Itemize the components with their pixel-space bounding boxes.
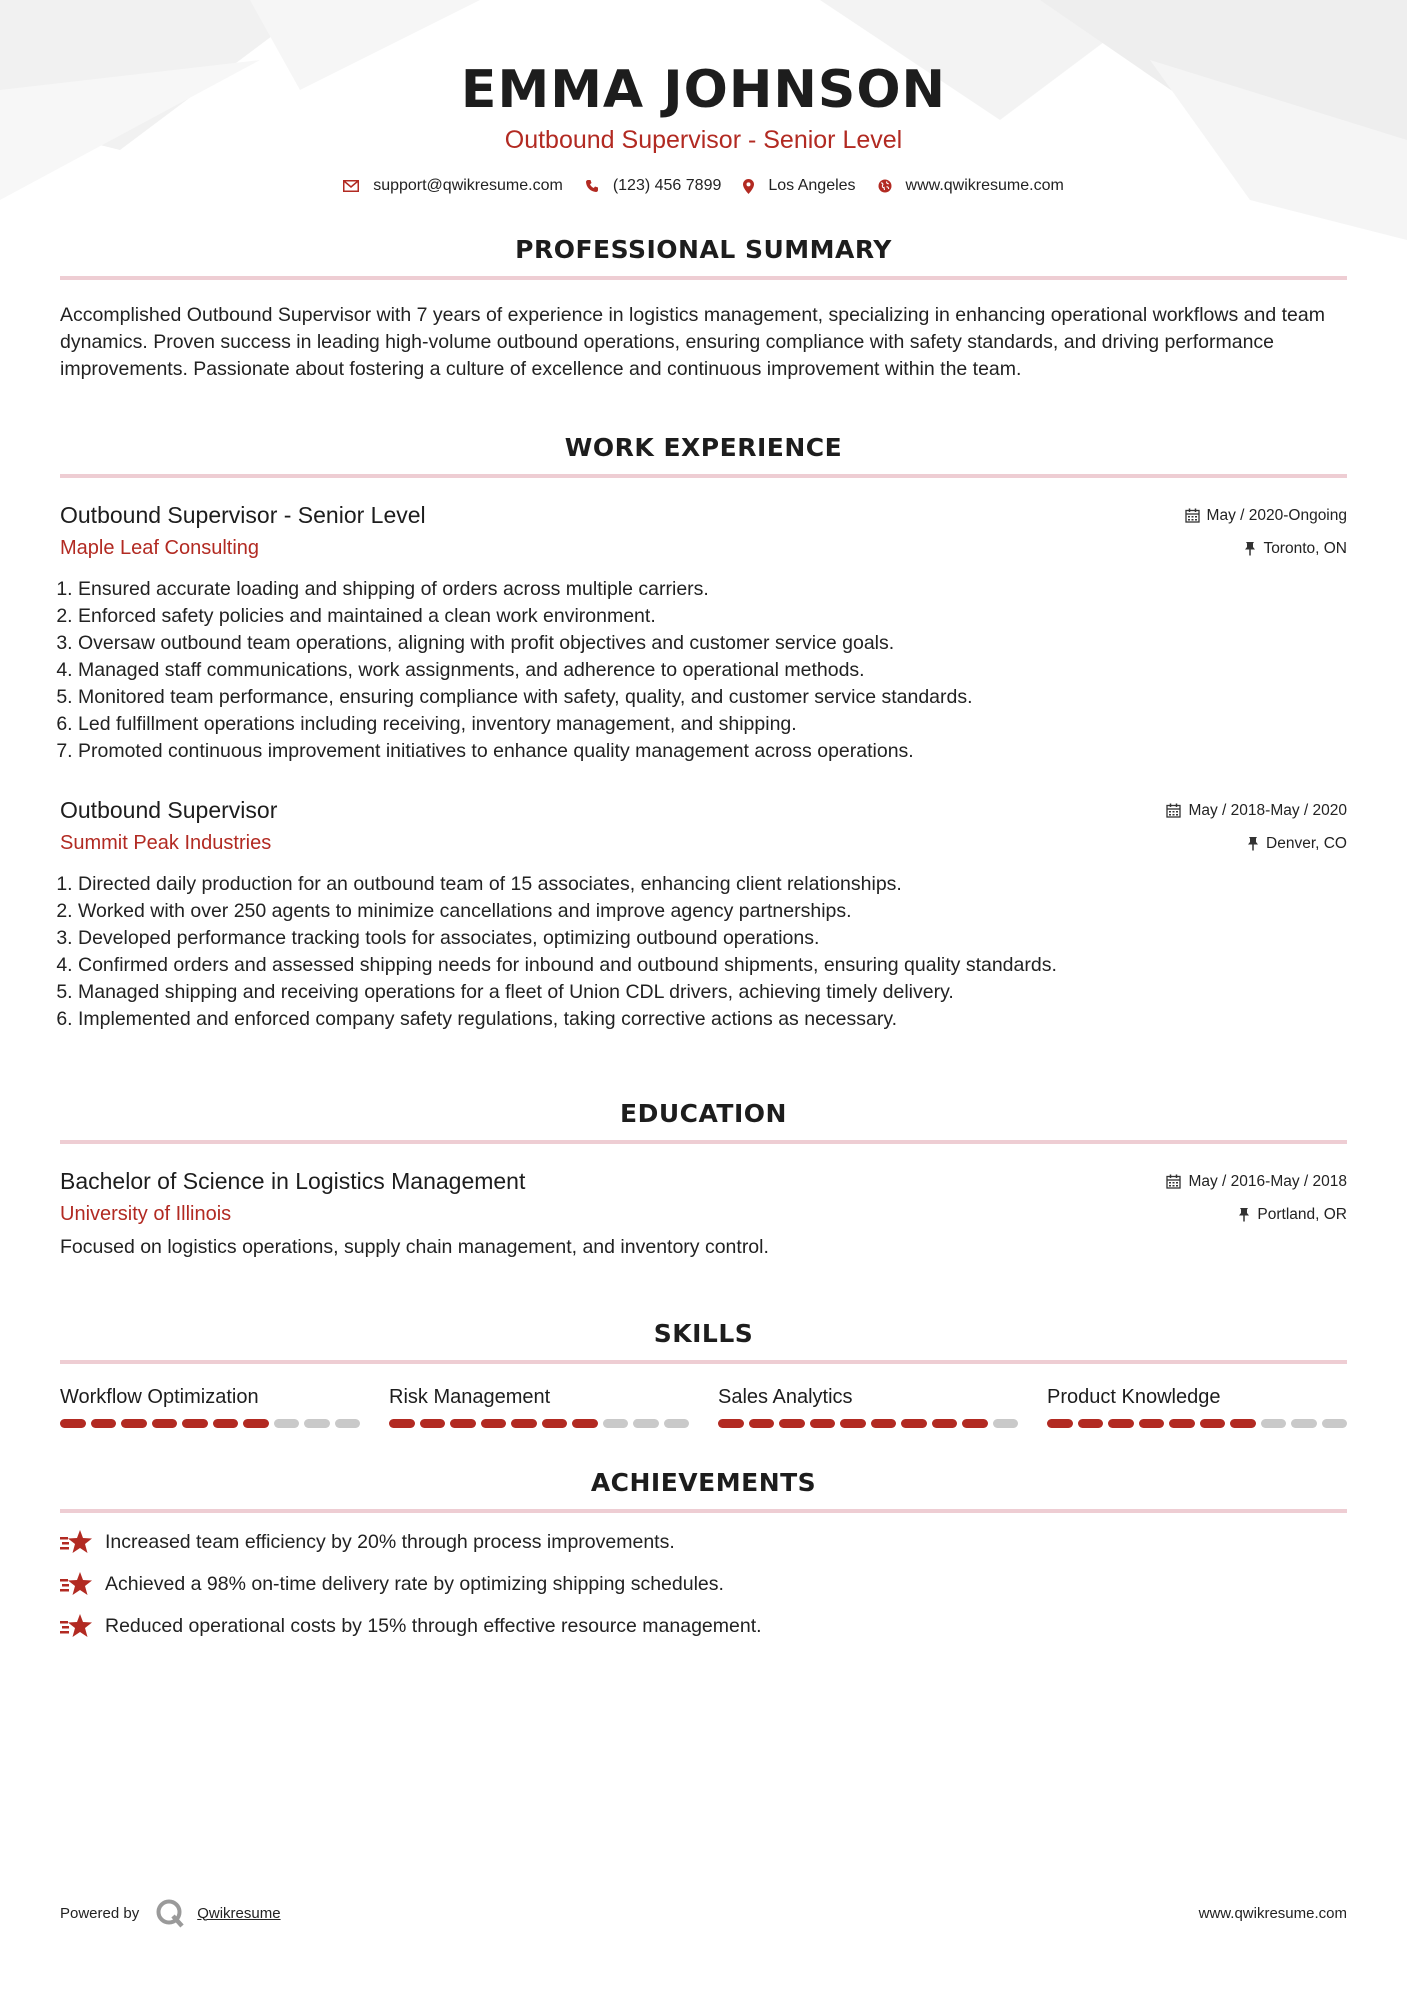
skill-dot-filled xyxy=(871,1419,897,1428)
summary-section xyxy=(60,235,1347,383)
list-item: 2. Worked with over 250 agents to minimize cancellations and improve agency partnerships. xyxy=(78,898,1347,925)
list-item: 6. Implemented and enforced company safety regulations, taking corrective actions as necessary. xyxy=(78,1006,1347,1033)
skill-dot-filled xyxy=(542,1419,568,1428)
summary-text: Accomplished Outbound Supervisor with 7 years of experience in logistics management, specializing in enhancing operational workflows and team dynamics. Proven success in leading high-volume outbound operations, ensuring compliance with safety standards, and driving performance improvements. Passionate about fostering a culture of excellence and continuous improvement within the team. xyxy=(60,304,1325,380)
section-title-achievements: ACHIEVEMENTS xyxy=(60,1468,1347,1513)
list-item: 3. Developed performance tracking tools for associates, optimizing outbound operations. xyxy=(78,925,1347,952)
skill-dot-filled xyxy=(182,1419,208,1428)
globe-icon xyxy=(878,179,892,193)
job-responsibilities xyxy=(60,576,1347,765)
calendar-icon xyxy=(1166,1174,1181,1189)
contact-website[interactable] xyxy=(878,177,1064,195)
skill-dot-filled xyxy=(810,1419,836,1428)
skill-item xyxy=(1047,1386,1347,1428)
skill-dot-filled xyxy=(718,1419,744,1428)
skill-dot-filled xyxy=(91,1419,117,1428)
list-item: 2. Enforced safety policies and maintained a clean work environment. xyxy=(78,603,1347,630)
job-company: Summit Peak Industries xyxy=(60,832,272,854)
list-item: 3. Oversaw outbound team operations, aligning with profit objectives and customer service goals. xyxy=(78,630,1347,657)
education-location: Portland, OR xyxy=(1238,1206,1347,1224)
list-item: 1. Directed daily production for an outbound team of 15 associates, enhancing client relationships. xyxy=(78,871,1347,898)
skill-dot-filled xyxy=(1047,1419,1073,1428)
skill-dot-filled xyxy=(152,1419,178,1428)
list-item: 7. Promoted continuous improvement initiatives to enhance quality management across operations. xyxy=(78,738,1347,765)
job-responsibilities xyxy=(60,871,1347,1033)
powered-by-label: Powered by xyxy=(60,1904,140,1922)
education-description: Focused on logistics operations, supply chain management, and inventory control. xyxy=(60,1236,769,1258)
skill-dot-empty xyxy=(1322,1419,1348,1428)
job-dates: May / 2020-Ongoing xyxy=(1185,507,1347,525)
skill-dot-filled xyxy=(901,1419,927,1428)
resume-header xyxy=(60,0,1347,195)
job-title: Outbound Supervisor - Senior Level xyxy=(60,502,426,528)
list-item: 1. Ensured accurate loading and shipping of orders across multiple carriers. xyxy=(78,576,1347,603)
pushpin-icon xyxy=(1238,1207,1250,1222)
section-title-skills: SKILLS xyxy=(60,1319,1347,1364)
calendar-icon xyxy=(1166,803,1181,818)
job-location: Toronto, ON xyxy=(1244,540,1347,558)
school-name: University of Illinois xyxy=(60,1203,232,1225)
skill-dot-filled xyxy=(121,1419,147,1428)
skill-dot-filled xyxy=(779,1419,805,1428)
location-text: Los Angeles xyxy=(768,177,856,194)
job-entry xyxy=(60,502,1347,765)
list-item: 5. Managed shipping and receiving operations for a fleet of Union CDL drivers, achieving timely delivery. xyxy=(78,979,1347,1006)
skill-dot-filled xyxy=(511,1419,537,1428)
skill-dot-empty xyxy=(633,1419,659,1428)
experience-section xyxy=(60,433,1347,1033)
contact-phone[interactable] xyxy=(585,177,722,195)
skills-list xyxy=(60,1386,1347,1428)
skill-dot-filled xyxy=(450,1419,476,1428)
contact-email[interactable] xyxy=(343,177,563,195)
skill-rating xyxy=(1047,1419,1347,1428)
skill-dot-empty xyxy=(304,1419,330,1428)
skill-dot-filled xyxy=(1200,1419,1226,1428)
pushpin-icon xyxy=(1247,836,1259,851)
skill-dot-filled xyxy=(481,1419,507,1428)
education-dates: May / 2016-May / 2018 xyxy=(1166,1173,1347,1191)
footer-website[interactable]: www.qwikresume.com xyxy=(1198,1904,1347,1922)
skill-dot-empty xyxy=(993,1419,1019,1428)
skill-dot-filled xyxy=(1108,1419,1134,1428)
skill-dot-filled xyxy=(749,1419,775,1428)
contact-bar xyxy=(60,177,1347,195)
skill-dot-empty xyxy=(274,1419,300,1428)
skill-rating xyxy=(718,1419,1018,1428)
education-section xyxy=(60,1099,1347,1259)
skill-dot-filled xyxy=(932,1419,958,1428)
skill-dot-filled xyxy=(1230,1419,1256,1428)
contact-location xyxy=(743,177,855,195)
skill-dot-empty xyxy=(1291,1419,1317,1428)
list-item: 4. Managed staff communications, work assignments, and adherence to operational methods. xyxy=(78,657,1347,684)
skill-name: Sales Analytics xyxy=(718,1386,853,1408)
pushpin-icon xyxy=(1244,541,1256,556)
skill-item xyxy=(60,1386,360,1428)
skill-dot-filled xyxy=(243,1419,269,1428)
skill-item xyxy=(718,1386,1018,1428)
skill-item xyxy=(389,1386,689,1428)
skill-dot-filled xyxy=(1139,1419,1165,1428)
skill-dot-filled xyxy=(962,1419,988,1428)
achievement-item: Increased team efficiency by 20% through process improvements. xyxy=(60,1529,1347,1555)
job-location: Denver, CO xyxy=(1247,835,1347,853)
skill-dot-empty xyxy=(335,1419,361,1428)
skill-name: Workflow Optimization xyxy=(60,1386,259,1408)
skill-dot-empty xyxy=(1261,1419,1287,1428)
section-title-summary: PROFESSIONAL SUMMARY xyxy=(60,235,1347,280)
skill-name: Risk Management xyxy=(389,1386,551,1408)
email-text: support@qwikresume.com xyxy=(373,177,563,194)
map-pin-icon xyxy=(743,179,754,194)
envelope-icon xyxy=(343,180,359,192)
calendar-icon xyxy=(1185,508,1200,523)
job-company: Maple Leaf Consulting xyxy=(60,537,260,559)
phone-text: (123) 456 7899 xyxy=(612,177,722,194)
degree-title: Bachelor of Science in Logistics Management xyxy=(60,1168,526,1194)
list-item: 4. Confirmed orders and assessed shipping needs for inbound and outbound shipments, ensuring quality standards. xyxy=(78,952,1347,979)
candidate-name: EMMA JOHNSON xyxy=(460,60,947,120)
achievements-section xyxy=(60,1468,1347,1639)
education-entry xyxy=(60,1168,1347,1259)
skill-dot-filled xyxy=(840,1419,866,1428)
achievement-item: Reduced operational costs by 15% through effective resource management. xyxy=(60,1613,1347,1639)
phone-icon xyxy=(585,179,599,193)
skill-dot-filled xyxy=(60,1419,86,1428)
achievement-item: Achieved a 98% on-time delivery rate by optimizing shipping schedules. xyxy=(60,1571,1347,1597)
skill-rating xyxy=(60,1419,360,1428)
list-item: 6. Led fulfillment operations including receiving, inventory management, and shipping. xyxy=(78,711,1347,738)
skill-dot-filled xyxy=(1169,1419,1195,1428)
qwikresume-logo-icon xyxy=(155,1898,185,1928)
skill-dot-empty xyxy=(603,1419,629,1428)
skill-dot-filled xyxy=(1078,1419,1104,1428)
section-title-education: EDUCATION xyxy=(60,1099,1347,1144)
page-footer xyxy=(60,1898,1347,1928)
candidate-role: Outbound Supervisor - Senior Level xyxy=(504,126,903,154)
skill-dot-filled xyxy=(389,1419,415,1428)
skill-dot-filled xyxy=(213,1419,239,1428)
shooting-star-icon xyxy=(60,1571,93,1597)
skill-rating xyxy=(389,1419,689,1428)
shooting-star-icon xyxy=(60,1613,93,1639)
qwikresume-link[interactable]: Qwikresume xyxy=(197,1904,281,1922)
skill-name: Product Knowledge xyxy=(1047,1386,1221,1408)
job-title: Outbound Supervisor xyxy=(60,797,278,823)
skill-dot-empty xyxy=(664,1419,690,1428)
skills-section xyxy=(60,1319,1347,1428)
shooting-star-icon xyxy=(60,1529,93,1555)
job-dates: May / 2018-May / 2020 xyxy=(1166,802,1347,820)
skill-dot-filled xyxy=(420,1419,446,1428)
list-item: 5. Monitored team performance, ensuring compliance with safety, quality, and customer service standards. xyxy=(78,684,1347,711)
section-title-experience: WORK EXPERIENCE xyxy=(60,433,1347,478)
skill-dot-filled xyxy=(572,1419,598,1428)
website-text: www.qwikresume.com xyxy=(905,177,1064,194)
job-entry xyxy=(60,797,1347,1033)
